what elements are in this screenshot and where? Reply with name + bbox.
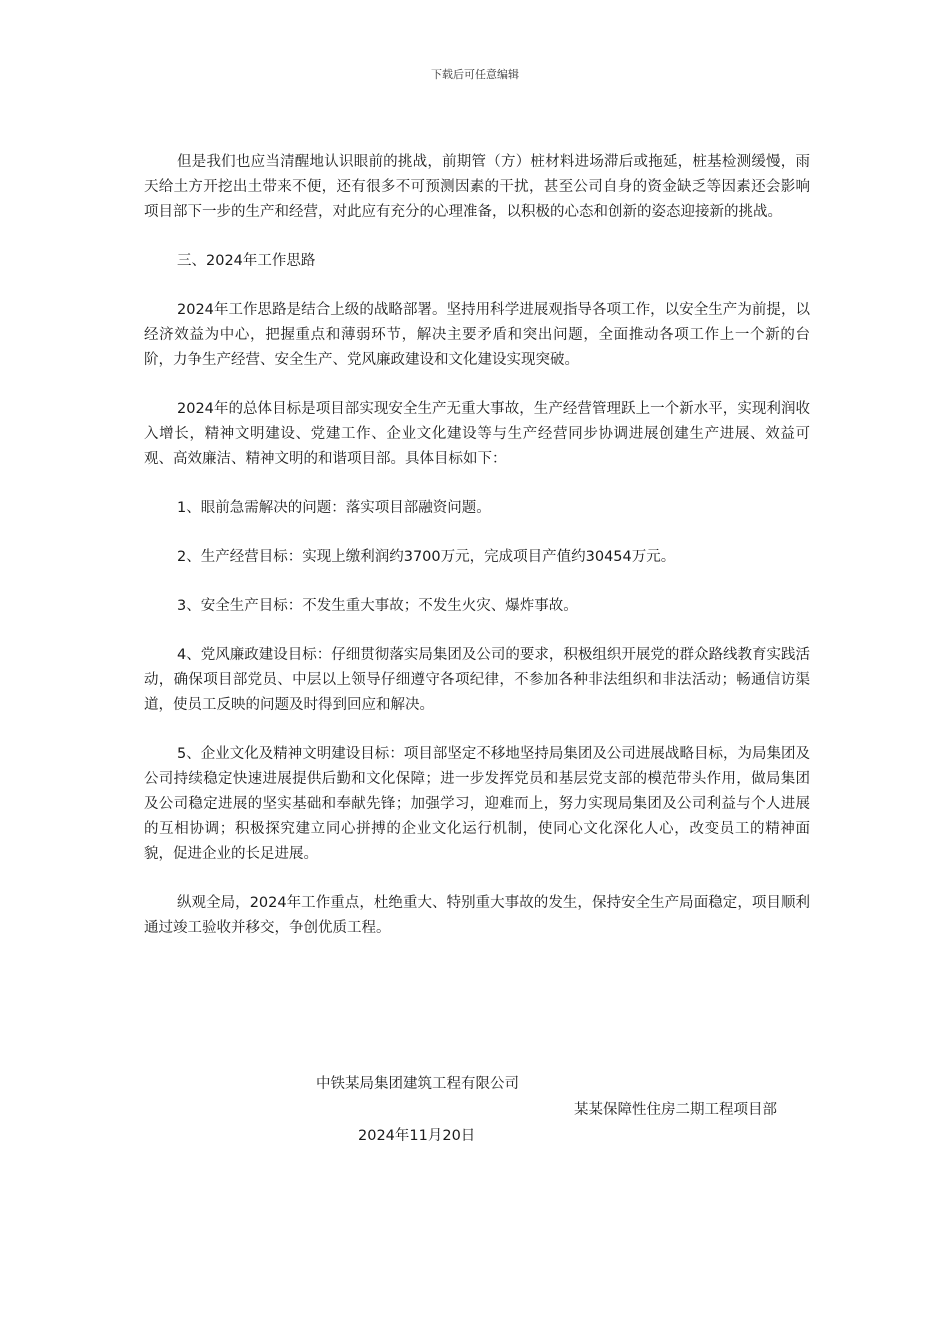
signature-department: 某某保障性住房二期工程项目部 [574, 1102, 777, 1118]
paragraph-work-approach: 2024年工作思路是结合上级的战略部署。坚持用科学进展观指导各项工作，以安全生产为前提，以经济效益为中心，把握重点和薄弱环节，解决主要矛盾和突出问题，全面推动各项工作上一个新的台阶，力争生产经营、安全生产、党风廉政建设和文化建设实现突破。 [144, 302, 810, 368]
goal-item-5: 5、企业文化及精神文明建设目标：项目部坚定不移地坚持局集团及公司进展战略目标，为局集团及公司持续稳定快速进展提供后勤和文化保障；进一步发挥党员和基层党支部的模范带头作用，做局集团及公司稳定进展的坚实基础和奉献先锋；加强学习，迎难而上，努力实现局集团及公司利益与个人进展的互相协调；积极探究建立同心拼搏的企业文化运行机制，使同心文化深化人心，改变员工的精神面貌，促进企业的长足进展。 [144, 746, 810, 862]
goal-item-1: 1、眼前急需解决的问题：落实项目部融资问题。 [177, 500, 491, 516]
document-body [144, 150, 810, 965]
section-heading-work-plan: 三、2024年工作思路 [177, 253, 316, 269]
page-header: 下载后可任意编辑 [431, 68, 519, 81]
goal-item-4: 4、党风廉政建设目标：仔细贯彻落实局集团及公司的要求，积极组织开展党的群众路线教育实践活动，确保项目部党员、中层以上领导仔细遵守各项纪律，不参加各种非法组织和非法活动；畅通信访渠道，使员工反映的问题及时得到回应和解决。 [144, 647, 810, 713]
paragraph-conclusion: 纵观全局，2024年工作重点，杜绝重大、特别重大事故的发生，保持安全生产局面稳定，项目顺利通过竣工验收并移交，争创优质工程。 [144, 895, 810, 936]
goal-item-2: 2、生产经营目标：实现上缴利润约3700万元，完成项目产值约30454万元。 [177, 549, 676, 565]
signature-company: 中铁某局集团建筑工程有限公司 [316, 1076, 519, 1092]
goal-item-3: 3、安全生产目标：不发生重大事故；不发生火灾、爆炸事故。 [177, 598, 578, 614]
paragraph-overall-goal: 2024年的总体目标是项目部实现安全生产无重大事故，生产经营管理跃上一个新水平，实现利润收入增长，精神文明建设、党建工作、企业文化建设等与生产经营同步协调进展创建生产进展、效益可观、高效廉洁、精神文明的和谐项目部。具体目标如下： [144, 401, 810, 467]
signature-date: 2024年11月20日 [358, 1128, 476, 1144]
paragraph-challenges: 但是我们也应当清醒地认识眼前的挑战，前期管（方）桩材料进场滞后或拖延，桩基检测缓慢，雨天给土方开挖出土带来不便，还有很多不可预测因素的干扰，甚至公司自身的资金缺乏等因素还会影响项目部下一步的生产和经营，对此应有充分的心理准备，以积极的心态和创新的姿态迎接新的挑战。 [144, 154, 810, 220]
